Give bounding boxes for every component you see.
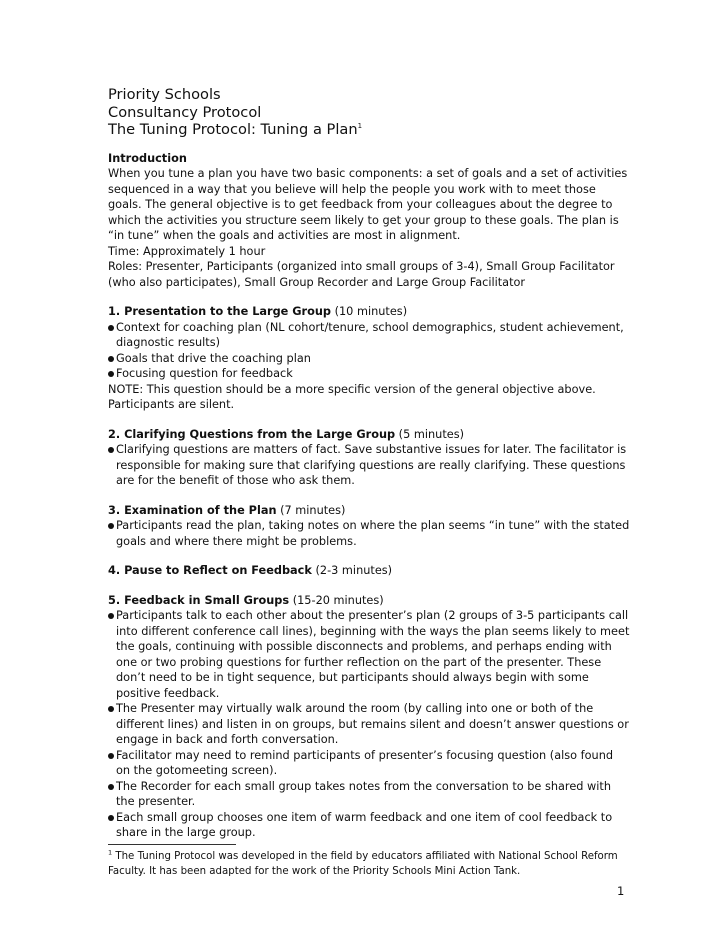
- bullet-item: The Recorder for each small group takes notes from the conversation to be shared with the presenter.: [108, 779, 630, 810]
- section-duration: (10 minutes): [331, 305, 408, 318]
- section-4: [108, 563, 630, 579]
- footnote-text: The Tuning Protocol was developed in the field by educators affiliated with National School Reform Faculty. It has been adapted for the work of the Priority Schools Mini Action Tank.: [108, 850, 618, 877]
- bullet-item: Context for coaching plan (NL cohort/tenure, school demographics, student achievement, diagnostic results): [108, 320, 630, 351]
- section-title: 1. Presentation to the Large Group: [108, 305, 331, 318]
- footnote-divider: [108, 844, 236, 845]
- bullet-list: [108, 442, 630, 489]
- title-line-2: Consultancy Protocol: [108, 103, 262, 121]
- title-line-3: [108, 121, 630, 139]
- intro-heading: Introduction: [108, 151, 187, 165]
- section-duration: (2-3 minutes): [311, 564, 393, 577]
- section-duration: (15-20 minutes): [289, 593, 384, 607]
- intro-time: Time: Approximately 1 hour: [108, 244, 266, 258]
- section-heading: [108, 593, 630, 609]
- bullet-list: [108, 608, 630, 841]
- section-title: 5. Feedback in Small Groups: [108, 593, 290, 607]
- bullet-item: Focusing question for feedback: [108, 366, 630, 382]
- bullet-list: [108, 320, 630, 382]
- section-duration: (5 minutes): [395, 427, 465, 441]
- section-title: 2. Clarifying Questions from the Large Group: [108, 427, 396, 441]
- title-line-3-text: The Tuning Protocol: Tuning a Plan: [108, 121, 358, 138]
- bullet-item: Goals that drive the coaching plan: [108, 351, 630, 367]
- section-note: NOTE: This question should be a more specific version of the general objective above.: [108, 382, 596, 396]
- title-block: [108, 86, 630, 139]
- bullet-item: Each small group chooses one item of warm feedback and one item of cool feedback to share in the large group.: [108, 810, 630, 841]
- bullet-item: Clarifying questions are matters of fact. Save substantive issues for later. The facilitator is responsible for making sure that clarifying questions are really clarifying. These questions are for the benefit of those who ask them.: [108, 442, 630, 489]
- title-line-1: Priority Schools: [108, 86, 221, 103]
- bullet-list: [108, 518, 630, 549]
- section-3: [108, 503, 630, 550]
- section-2: [108, 427, 630, 489]
- page-content: [108, 86, 630, 880]
- section-heading: [108, 427, 630, 443]
- section-5: [108, 593, 630, 841]
- section-note: Participants are silent.: [108, 398, 235, 411]
- title-footnote-mark: 1: [357, 122, 363, 131]
- footnote: [108, 849, 630, 880]
- intro-roles: Roles: Presenter, Participants (organized into small groups of 3-4), Small Group Facilitator (who also participates), Small Group Recorder and Large Group Facilitator: [108, 260, 615, 289]
- section-heading: [108, 304, 630, 320]
- intro-text: When you tune a plan you have two basic components: a set of goals and a set of activities sequenced in a way that you believe will help the people you work with to meet those goals. The general objective is to get feedback from your colleagues about the degree to which the activities you structure seem likely to get your group to these goals. The plan is “in tune” when the goals and activities are most in alignment.: [108, 167, 628, 242]
- section-duration: (7 minutes): [276, 503, 346, 517]
- section-title: 4. Pause to Reflect on Feedback: [108, 564, 312, 577]
- sections: [108, 304, 630, 841]
- bullet-item: Facilitator may need to remind participants of presenter’s focusing question (also found on the gotomeeting screen).: [108, 748, 630, 779]
- section-heading: [108, 503, 630, 519]
- page-number: 1: [617, 884, 625, 898]
- footnote-mark: 1: [108, 848, 113, 857]
- bullet-item: Participants talk to each other about the presenter’s plan (2 groups of 3-5 participants call into different conference call lines), beginning with the ways the plan seems likely to meet the goals, continuing with possible disconnects and problems, and perhaps ending with one or two probing questions for further reflection on the part of the presenter. These don’t need to be in tight sequence, but participants should always begin with some positive feedback.: [108, 608, 630, 701]
- section-1: [108, 304, 630, 413]
- bullet-item: The Presenter may virtually walk around the room (by calling into one or both of the different lines) and listen in on groups, but remains silent and doesn’t answer questions or engage in back and forth conversation.: [108, 701, 630, 748]
- bullet-item: Participants read the plan, taking notes on where the plan seems “in tune” with the stated goals and where there might be problems.: [108, 518, 630, 549]
- introduction: [108, 151, 630, 291]
- section-heading: [108, 563, 630, 579]
- section-title: 3. Examination of the Plan: [108, 503, 277, 517]
